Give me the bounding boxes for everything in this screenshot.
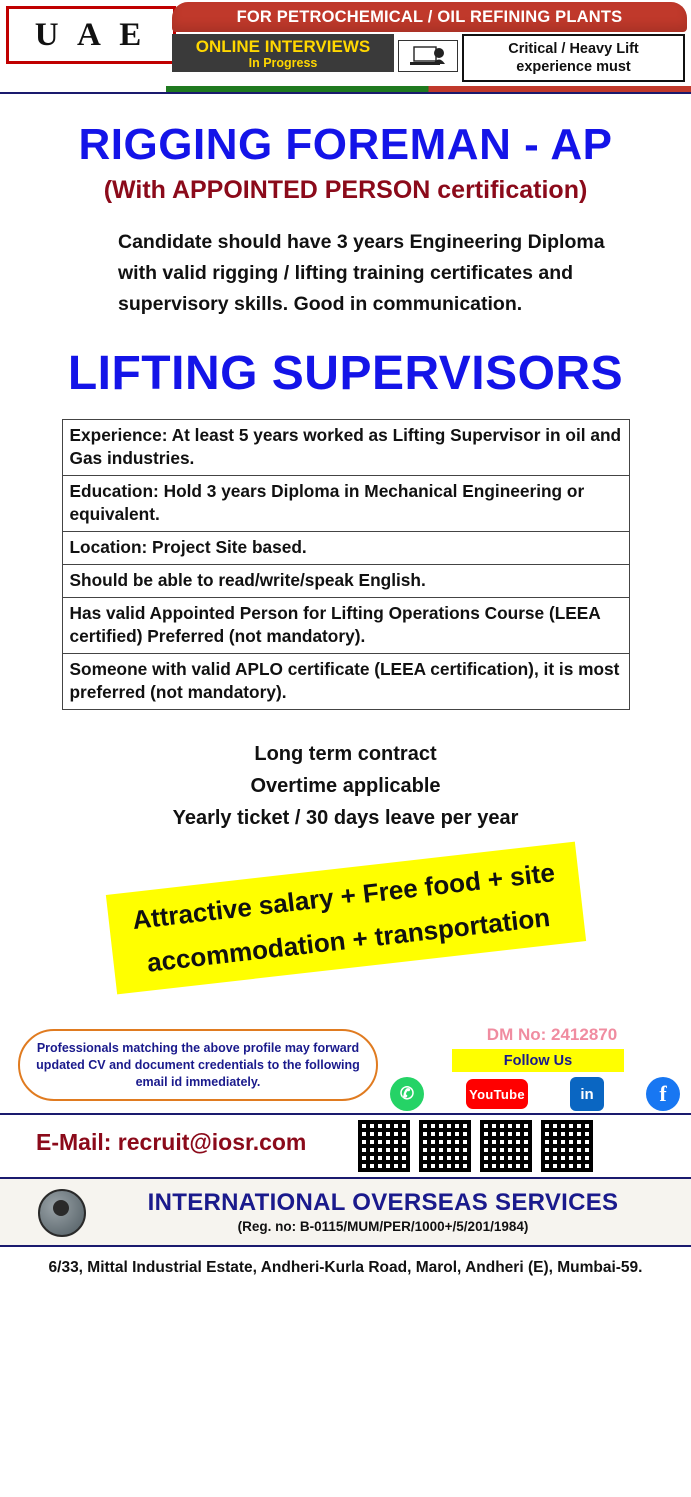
table-row [62,654,629,710]
qr-code-icon[interactable] [480,1120,532,1172]
poster-header [0,0,691,94]
industry-banner-label: FOR PETROCHEMICAL / OIL REFINING PLANTS [236,7,623,26]
job1-subtitle: (With APPOINTED PERSON certification) [103,176,588,204]
requirement-cell: Experience: At least 5 years worked as Lifting Supervisor in oil and Gas industries. [62,420,629,476]
contact-section [0,1021,691,1113]
requirement-cell: Should be able to read/write/speak English. [62,565,629,598]
requirement-cell: Location: Project Site based. [62,532,629,565]
online-interview-badge [172,34,394,72]
linkedin-icon[interactable]: in [570,1077,604,1111]
header-color-strip [0,86,691,92]
application-note [18,1029,378,1101]
qr-codes [358,1120,593,1172]
requirements-table [62,419,630,710]
contract-terms [0,738,691,834]
social-links [390,1077,680,1111]
company-logo-icon [38,1189,86,1237]
whatsapp-icon[interactable]: ✆ [390,1077,424,1111]
requirement-cell: Has valid Appointed Person for Lifting Operations Course (LEEA certified) Preferred (not mandatory). [62,598,629,654]
qr-code-icon[interactable] [541,1120,593,1172]
country-label: U A E [34,16,148,53]
company-address: 6/33, Mittal Industrial Estate, Andheri-Kurla Road, Marol, Andheri (E), Mumbai-59. [48,1259,643,1276]
facebook-icon[interactable]: f [646,1077,680,1111]
email-section [0,1113,691,1179]
table-row [62,598,629,654]
online-interview-line1: ONLINE INTERVIEWS [195,36,371,56]
term-item: Yearly ticket / 30 days leave per year [172,807,519,829]
company-registration: (Reg. no: B-0115/MUM/PER/1000+/5/201/1984) [237,1219,529,1234]
email-address[interactable]: E-Mail: recruit@iosr.com [36,1129,307,1155]
qr-code-icon[interactable] [358,1120,410,1172]
table-row [62,420,629,476]
company-name: INTERNATIONAL OVERSEAS SERVICES [147,1189,619,1216]
industry-banner [172,2,687,32]
country-badge [6,6,176,64]
table-row [62,565,629,598]
laptop-interview-icon [398,40,458,72]
benefits-highlight: Attractive salary + Free food + site accommodation + transportation [106,842,586,995]
table-row [62,476,629,532]
requirement-cell: Someone with valid APLO certificate (LEEA certification), it is most preferred (not mandatory). [62,654,629,710]
term-item: Long term contract [254,743,437,765]
term-item: Overtime applicable [250,775,441,797]
highlight-area [0,846,691,1021]
application-note-text: Professionals matching the above profile may forward updated CV and document credentials to the following email id immediately. [36,1040,360,1089]
follow-us-badge[interactable]: Follow Us [452,1049,624,1072]
online-interview-line2: In Progress [248,55,318,70]
job1-title: RIGGING FOREMAN - AP [78,120,613,169]
company-footer [0,1179,691,1247]
critical-line1: Critical / Heavy Lift [508,41,639,57]
job1-description: Candidate should have 3 years Engineering Diploma with valid rigging / lifting training certificates and supervisory skills. Good in communication. [118,231,605,315]
critical-experience-badge [462,34,685,82]
dm-number: DM No: 2412870 [486,1025,618,1044]
job2-title: LIFTING SUPERVISORS [67,347,624,400]
table-row [62,532,629,565]
requirement-cell: Education: Hold 3 years Diploma in Mechanical Engineering or equivalent. [62,476,629,532]
critical-line2: experience must [516,59,631,75]
youtube-icon[interactable]: YouTube [466,1079,528,1109]
qr-code-icon[interactable] [419,1120,471,1172]
